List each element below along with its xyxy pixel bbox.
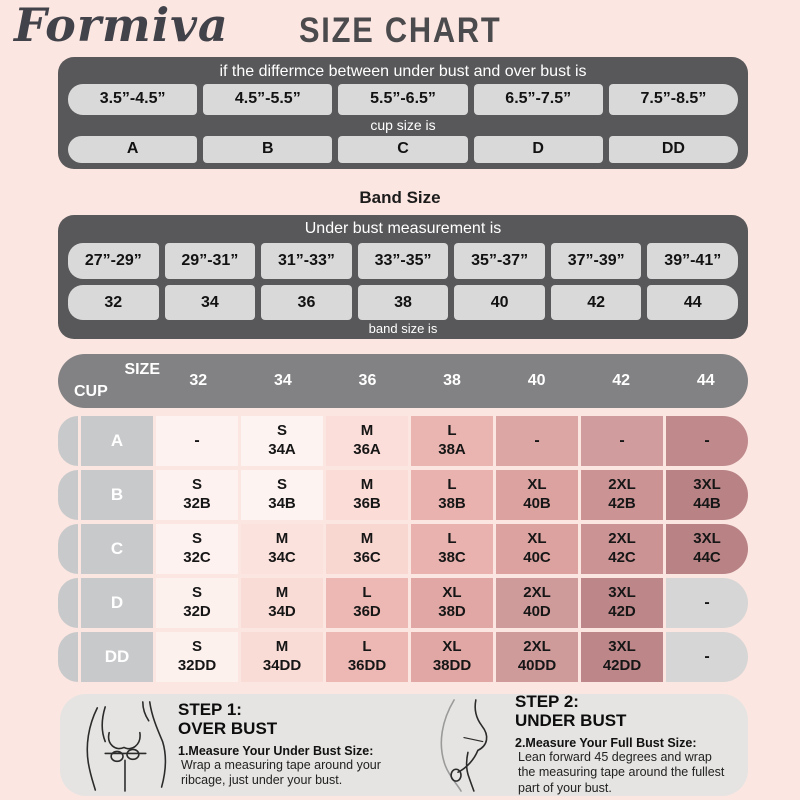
matrix-cell [411,524,493,574]
band-number-cell: 32 [68,285,159,320]
cup-letter-cell: B [203,136,332,163]
cell-code: 44B [693,495,721,512]
cell-code: 40B [523,495,551,512]
row-cap [58,632,78,682]
underbust-range-cell: 31”-33” [261,243,352,279]
matrix-cell [581,524,663,574]
matrix-cell [496,416,578,466]
matrix-cell [666,470,748,520]
cell-code: 32D [183,603,211,620]
matrix-column-header: 36 [358,372,377,389]
cell-size: L [362,638,372,656]
matrix-cell [326,578,408,628]
matrix-body [58,416,748,682]
matrix-column-header: 40 [527,372,546,389]
cell-size: L [362,584,372,602]
cell-size: M [360,422,374,440]
cell-size: 2XL [523,584,551,602]
cell-code: 38D [438,603,466,620]
cell-code: 34DD [262,657,302,674]
underbust-panel-header: Under bust measurement is [304,220,502,237]
cell-dash: - [704,648,710,665]
cell-code: 34B [268,495,296,512]
over-bust-figure-icon [70,698,178,792]
cell-size: M [275,584,289,602]
matrix-cell [241,632,323,682]
cup-letter-cell: A [68,136,197,163]
cup-difference-cell: 3.5”-4.5” [68,84,197,115]
cell-code: 42D [608,603,636,620]
matrix-column-headers [156,354,748,408]
cell-size: M [275,530,289,548]
matrix-cell [326,524,408,574]
cup-letter-cell: D [474,136,603,163]
matrix-cell [326,416,408,466]
underbust-range-cell: 29”-31” [165,243,256,279]
cell-dash: - [704,432,710,449]
band-number-cell: 38 [358,285,449,320]
matrix-cell [241,578,323,628]
underbust-range-cell: 33”-35” [358,243,449,279]
matrix-cell [411,416,493,466]
cell-size: L [447,530,457,548]
cell-size: S [191,476,202,494]
matrix-cell [581,416,663,466]
cell-size: XL [442,638,462,656]
band-size-panel [58,215,748,339]
brand-logo: Formiva [14,0,229,52]
matrix-cell [326,470,408,520]
cell-dash: - [194,432,200,449]
cell-size: L [447,422,457,440]
matrix-cell [496,524,578,574]
cell-dash: - [534,432,540,449]
cell-size: M [275,638,289,656]
matrix-row [58,416,748,466]
band-number-cell: 42 [551,285,642,320]
band-size-heading: Band Size [359,188,441,207]
cup-difference-cell: 4.5”-5.5” [203,84,332,115]
matrix-cell [666,632,748,682]
cell-code: 36B [353,495,381,512]
matrix-cell [496,470,578,520]
row-cup-label: D [81,578,153,628]
step-2-number: STEP 2: [515,692,579,712]
cell-size: XL [527,530,547,548]
matrix-cell [666,524,748,574]
matrix-cell [411,632,493,682]
cell-code: 44C [693,549,721,566]
row-cup-label: C [81,524,153,574]
matrix-cell [666,416,748,466]
matrix-cell [156,524,238,574]
matrix-column-header: 32 [189,372,208,389]
cell-code: 34D [268,603,296,620]
page-title: SIZE CHART [299,11,502,50]
cell-size: S [276,476,287,494]
band-number-cell: 44 [647,285,738,320]
cell-code: 38C [438,549,466,566]
cell-code: 42B [608,495,636,512]
band-size-is-label: band size is [368,321,438,336]
step-1-subtitle: 1.Measure Your Under Bust Size: [178,743,374,758]
cup-size-panel [58,57,748,169]
matrix-corner [58,354,160,408]
matrix-column-header: 44 [696,372,715,389]
cell-code: 32B [183,495,211,512]
cup-letters-row [58,136,748,163]
step-1-instructions: Wrap a measuring tape around your ribcage, just under your bust. [181,757,381,788]
cell-code: 36D [353,603,381,620]
underbust-range-cell: 27”-29” [68,243,159,279]
cell-code: 38A [438,441,466,458]
step-1-text [178,701,391,789]
underbust-ranges-row [58,243,748,279]
matrix-cell [156,416,238,466]
cup-letter-cell: DD [609,136,738,163]
matrix-column-header: 42 [612,372,631,389]
cell-size: S [191,584,202,602]
matrix-cell [241,416,323,466]
cell-code: 40D [523,603,551,620]
measuring-steps-panel [60,694,748,796]
cell-size: 3XL [693,530,721,548]
matrix-row [58,470,748,520]
cell-code: 42DD [602,657,642,674]
matrix-cell [581,578,663,628]
row-cup-label: DD [81,632,153,682]
matrix-cell [326,632,408,682]
cell-size: S [276,422,287,440]
cell-size: XL [442,584,462,602]
matrix-cell [156,578,238,628]
cell-code: 32C [183,549,211,566]
step-1-title: OVER BUST [178,718,278,738]
cell-size: 3XL [608,584,636,602]
matrix-cell [411,470,493,520]
band-number-cell: 36 [261,285,352,320]
cell-code: 42C [608,549,636,566]
step-2-subtitle: 2.Measure Your Full Bust Size: [515,735,697,750]
row-cap [58,578,78,628]
cell-size: 2XL [608,530,636,548]
under-bust-figure-icon [407,698,515,792]
matrix-cell [496,578,578,628]
cell-dash: - [619,432,625,449]
band-number-cell: 40 [454,285,545,320]
step-2-instructions: Lean forward 45 degrees and wrap the measuring tape around the fullest part of your bust. [518,749,725,795]
cup-letter-cell: C [338,136,467,163]
cell-size: 3XL [693,476,721,494]
corner-cup-label: CUP [74,383,108,400]
matrix-cell [241,470,323,520]
cell-code: 32DD [177,657,217,674]
row-cap [58,416,78,466]
matrix-cell [666,578,748,628]
matrix-cell [581,470,663,520]
matrix-cell [411,578,493,628]
step-1-over-bust [70,694,407,796]
cup-difference-cell: 6.5”-7.5” [474,84,603,115]
cell-size: S [191,530,202,548]
cell-code: 40C [523,549,551,566]
step-2-text [515,693,728,796]
band-numbers-row [58,285,748,320]
cell-size: M [360,530,374,548]
underbust-range-cell: 37”-39” [551,243,642,279]
matrix-header [58,354,748,408]
cell-dash: - [704,594,710,611]
cell-code: 36C [353,549,381,566]
matrix-row [58,524,748,574]
row-cup-label: B [81,470,153,520]
matrix-row [58,632,748,682]
cell-size: S [191,638,202,656]
cell-code: 36A [353,441,381,458]
cell-code: 34A [268,441,296,458]
cup-size-is-label: cup size is [370,116,436,133]
cell-size: M [360,476,374,494]
cell-code: 38DD [432,657,472,674]
band-number-cell: 34 [165,285,256,320]
cell-size: XL [527,476,547,494]
matrix-column-header: 38 [443,372,461,389]
row-cap [58,524,78,574]
matrix-cell [156,632,238,682]
cup-panel-header: if the differmce between under bust and over bust is [219,63,587,80]
row-cap [58,470,78,520]
matrix-column-header: 34 [273,372,292,389]
matrix-cell [241,524,323,574]
underbust-range-cell: 35”-37” [454,243,545,279]
cell-code: 38B [438,495,466,512]
cell-code: 40DD [517,657,557,674]
row-cup-label: A [81,416,153,466]
step-1-number: STEP 1: [178,700,242,720]
cup-difference-row [58,84,748,115]
cell-code: 34C [268,549,296,566]
cell-size: 3XL [608,638,636,656]
corner-size-label: SIZE [124,361,160,378]
matrix-cell [496,632,578,682]
cup-difference-cell: 7.5”-8.5” [609,84,738,115]
step-2-under-bust [407,694,744,796]
cup-difference-cell: 5.5”-6.5” [338,84,467,115]
cell-size: 2XL [608,476,636,494]
matrix-row [58,578,748,628]
matrix-cell [156,470,238,520]
cell-code: 36DD [347,657,387,674]
underbust-range-cell: 39”-41” [647,243,738,279]
cell-size: L [447,476,457,494]
matrix-cell [581,632,663,682]
step-2-title: UNDER BUST [515,711,627,731]
cell-size: 2XL [523,638,551,656]
